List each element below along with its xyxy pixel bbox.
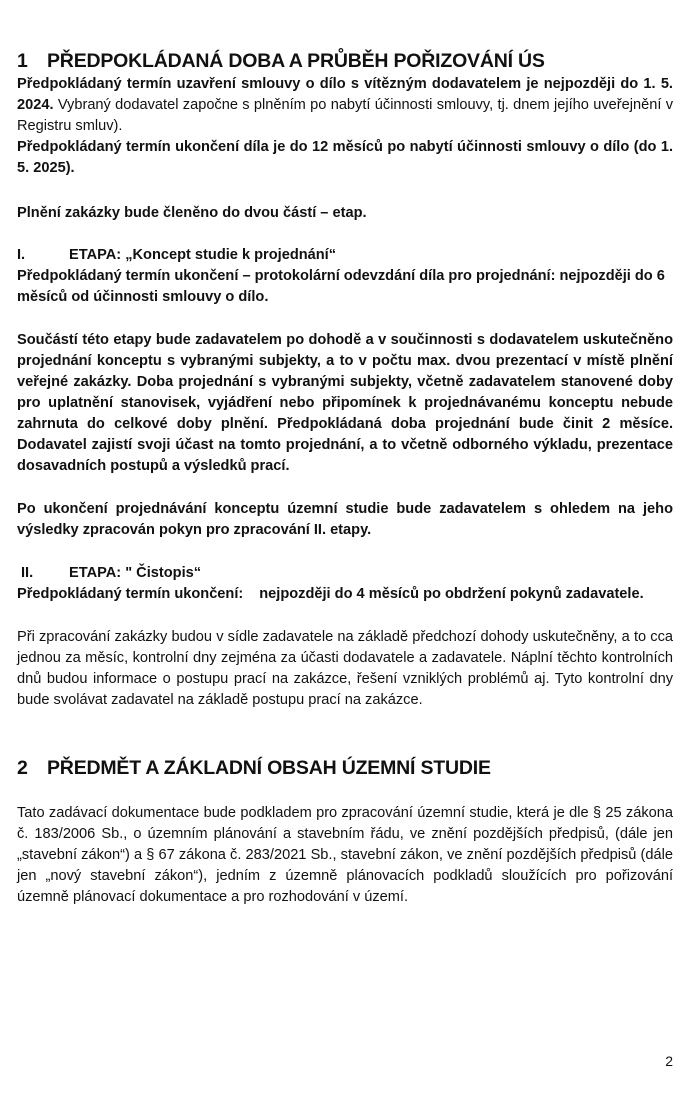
contract-term-bold: Předpokládaný termín uzavření smlouvy o dílo s vítězným dodavatelem je nejpozději do 1. 5. 2024. [17, 76, 673, 113]
page-number: 2 [665, 1053, 673, 1069]
etapa-2-title: ETAPA: " Čistopis“ [69, 565, 202, 581]
work-end-term: Předpokládaný termín ukončení díla je do 12 měsíců po nabytí účinnosti smlouvy o dílo (do 1. 5. 2025). [17, 139, 673, 176]
section-2-title: PŘEDMĚT A ZÁKLADNÍ OBSAH ÚZEMNÍ STUDIE [47, 757, 491, 779]
etapa-1-term: Předpokládaný termín ukončení – protokolární odevzdání díla pro projednání: nejpozději do 6 měsíců od účinnosti smlouvy o dílo. [17, 268, 665, 305]
section-2-body: Tato zadávací dokumentace bude podkladem pro zpracování územní studie, která je dle § 25 zákona č. 183/2006 Sb., o územním plánování a stavebním řádu, ve znění pozdějších předpisů, (dále jen „stavební zákon“) a § 67 zákona č. 283/2021 Sb., stavební zákon, ve znění pozdějších předpisů (dále jen „nový stavební zákon“), jedním z územně plánovacích podkladů sloužících pro pořizování územně plánovací dokumentace a pro rozhodování v území. [17, 805, 673, 905]
etapa-2-number: II. [21, 565, 34, 581]
etapa-1-after: Po ukončení projednávání konceptu územní studie bude zadavatelem s ohledem na jeho výsledky zpracován pokyn pro zpracování II. etapy. [17, 501, 673, 538]
etapa-1-description: Součástí této etapy bude zadavatelem po dohodě a v součinnosti s dodavatelem uskutečněno projednání konceptu s vybranými subjekty, a to v počtu max. dvou prezentací v místě plnění veřejné zakázky. Doba projednání s vybranými subjekty, včetně zadavatelem stanovené doby pro uplatnění stanovisek, vyjádření nebo připomínek k projednávanému konceptu nebude zahrnuta do celkové doby plnění. Předpokládaná doba projednání bude činit 2 měsíce. Dodavatel zajistí svoji účast na tomto projednání, a to včetně odborného výkladu, prezentace dosavadních postupů a výsledků prací. [17, 332, 673, 474]
section-1-number: 1 [17, 50, 28, 72]
etapa-2-term [17, 584, 673, 605]
etapa-1-number: I. [17, 247, 26, 263]
contract-term-rest: Vybraný dodavatel započne s plněním po nabytí účinnosti smlouvy, tj. dnem jejího uveřejnění v Registru smluv). [17, 97, 673, 134]
etapa-2-term-label: Předpokládaný termín ukončení: [17, 586, 244, 602]
control-days-paragraph: Při zpracování zakázky budou v sídle zadavatele na základě předchozí dohody uskutečněny, a to cca jednou za měsíc, kontrolní dny zejména za účasti dodavatele a zadavatele. Náplní těchto kontrolních dnů budou informace o postupu prací na zakázce, řešení vzniklých problémů aj. Tyto kontrolní dny bude svolávat zadavatel na základě postupu prací na zakázce. [17, 629, 673, 708]
section-1-heading [17, 49, 545, 73]
etapa-1-title: ETAPA: „Koncept studie k projednání“ [69, 247, 337, 263]
etapa-1-heading [17, 245, 673, 266]
section-2-heading [17, 756, 491, 780]
contract-paragraph [17, 74, 673, 137]
section-1-title: PŘEDPOKLÁDANÁ DOBA A PRŮBĚH POŘIZOVÁNÍ ÚS [47, 50, 545, 72]
etapa-2-heading [21, 563, 673, 584]
section-2-number: 2 [17, 757, 28, 779]
etapa-2-term-value: nejpozději do 4 měsíců po obdržení pokynů zadavatele. [259, 586, 644, 602]
phases-intro: Plnění zakázky bude členěno do dvou částí – etap. [17, 205, 367, 221]
